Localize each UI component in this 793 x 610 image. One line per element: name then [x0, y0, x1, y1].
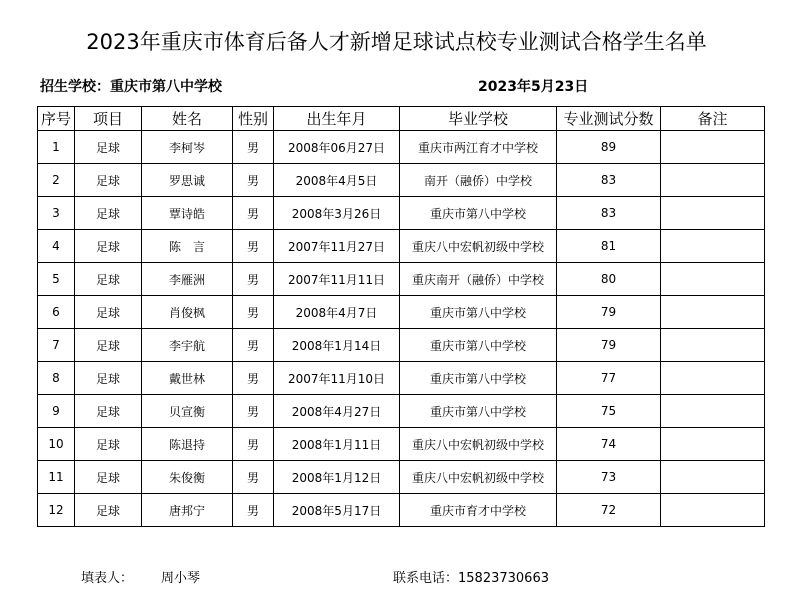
row-note	[661, 428, 765, 461]
table-row	[38, 461, 765, 494]
row-sport: 足球	[75, 164, 142, 197]
header-name: 姓名	[142, 107, 233, 131]
row-no: 4	[38, 230, 75, 263]
row-score: 77	[557, 362, 661, 395]
table-row	[38, 494, 765, 527]
header-score: 专业测试分数	[557, 107, 661, 131]
row-school: 重庆市两江育才中学校	[400, 131, 557, 164]
row-name: 李宇航	[142, 329, 233, 362]
row-note	[661, 362, 765, 395]
row-name: 唐邦宁	[142, 494, 233, 527]
table-row	[38, 395, 765, 428]
table-row	[38, 230, 765, 263]
row-note	[661, 296, 765, 329]
student-table	[37, 106, 765, 527]
header-birth: 出生年月	[274, 107, 400, 131]
row-score: 79	[557, 296, 661, 329]
row-gender: 男	[233, 428, 274, 461]
row-sport: 足球	[75, 131, 142, 164]
row-gender: 男	[233, 197, 274, 230]
row-gender: 男	[233, 230, 274, 263]
row-sport: 足球	[75, 230, 142, 263]
row-sport: 足球	[75, 428, 142, 461]
row-sport: 足球	[75, 296, 142, 329]
row-score: 73	[557, 461, 661, 494]
row-gender: 男	[233, 296, 274, 329]
row-no: 9	[38, 395, 75, 428]
row-birth: 2008年06月27日	[274, 131, 400, 164]
row-note	[661, 329, 765, 362]
row-name: 贝宣衡	[142, 395, 233, 428]
row-birth: 2007年11月11日	[274, 263, 400, 296]
row-school: 重庆市第八中学校	[400, 296, 557, 329]
table-row	[38, 131, 765, 164]
row-birth: 2008年1月14日	[274, 329, 400, 362]
header-school: 毕业学校	[400, 107, 557, 131]
row-gender: 男	[233, 263, 274, 296]
row-sport: 足球	[75, 395, 142, 428]
row-gender: 男	[233, 494, 274, 527]
row-note	[661, 197, 765, 230]
row-no: 11	[38, 461, 75, 494]
row-no: 3	[38, 197, 75, 230]
row-no: 2	[38, 164, 75, 197]
row-score: 79	[557, 329, 661, 362]
row-note	[661, 461, 765, 494]
row-name: 肖俊枫	[142, 296, 233, 329]
row-note	[661, 395, 765, 428]
row-birth: 2008年5月17日	[274, 494, 400, 527]
row-gender: 男	[233, 461, 274, 494]
row-school: 重庆市第八中学校	[400, 329, 557, 362]
filler-label: 填表人：	[81, 571, 134, 586]
row-no: 5	[38, 263, 75, 296]
row-score: 83	[557, 197, 661, 230]
row-school: 重庆南开（融侨）中学校	[400, 263, 557, 296]
row-sport: 足球	[75, 263, 142, 296]
row-name: 李柯岑	[142, 131, 233, 164]
contact-phone: 联系电话：15823730663	[393, 571, 549, 586]
row-birth: 2007年11月27日	[274, 230, 400, 263]
row-gender: 男	[233, 131, 274, 164]
row-school: 重庆市第八中学校	[400, 362, 557, 395]
row-name: 李雁洲	[142, 263, 233, 296]
row-name: 陈退持	[142, 428, 233, 461]
row-name: 朱俊衡	[142, 461, 233, 494]
row-name: 陈 言	[142, 230, 233, 263]
document-title: 2023年重庆市体育后备人才新增足球试点校专业测试合格学生名单	[86, 30, 707, 54]
table-header-row	[38, 107, 765, 131]
row-note	[661, 263, 765, 296]
school-label: 招生学校：重庆市第八中学校	[40, 79, 222, 95]
row-score: 83	[557, 164, 661, 197]
row-note	[661, 494, 765, 527]
table-row	[38, 197, 765, 230]
row-birth: 2007年11月10日	[274, 362, 400, 395]
table-row	[38, 362, 765, 395]
row-sport: 足球	[75, 197, 142, 230]
row-name: 罗思诚	[142, 164, 233, 197]
row-birth: 2008年1月11日	[274, 428, 400, 461]
row-birth: 2008年4月27日	[274, 395, 400, 428]
row-score: 72	[557, 494, 661, 527]
row-score: 80	[557, 263, 661, 296]
document-date: 2023年5月23日	[478, 79, 589, 95]
header-no: 序号	[38, 107, 75, 131]
table-row	[38, 428, 765, 461]
row-sport: 足球	[75, 494, 142, 527]
row-no: 10	[38, 428, 75, 461]
row-note	[661, 164, 765, 197]
row-school: 重庆市第八中学校	[400, 197, 557, 230]
row-score: 81	[557, 230, 661, 263]
row-sport: 足球	[75, 329, 142, 362]
row-sport: 足球	[75, 362, 142, 395]
row-name: 覃诗皓	[142, 197, 233, 230]
header-note: 备注	[661, 107, 765, 131]
header-gender: 性别	[233, 107, 274, 131]
row-note	[661, 131, 765, 164]
row-score: 75	[557, 395, 661, 428]
header-sport: 项目	[75, 107, 142, 131]
row-name: 戴世林	[142, 362, 233, 395]
table-row	[38, 329, 765, 362]
row-school: 重庆市育才中学校	[400, 494, 557, 527]
row-score: 74	[557, 428, 661, 461]
row-birth: 2008年4月7日	[274, 296, 400, 329]
row-birth: 2008年1月12日	[274, 461, 400, 494]
row-gender: 男	[233, 362, 274, 395]
table-row	[38, 164, 765, 197]
row-school: 南开（融侨）中学校	[400, 164, 557, 197]
row-no: 12	[38, 494, 75, 527]
row-gender: 男	[233, 395, 274, 428]
row-birth: 2008年4月5日	[274, 164, 400, 197]
row-school: 重庆市第八中学校	[400, 395, 557, 428]
filler-name: 周小琴	[161, 571, 201, 586]
table-row	[38, 296, 765, 329]
row-school: 重庆八中宏帆初级中学校	[400, 230, 557, 263]
row-gender: 男	[233, 329, 274, 362]
row-no: 6	[38, 296, 75, 329]
row-sport: 足球	[75, 461, 142, 494]
row-no: 1	[38, 131, 75, 164]
row-school: 重庆八中宏帆初级中学校	[400, 461, 557, 494]
row-gender: 男	[233, 164, 274, 197]
row-no: 7	[38, 329, 75, 362]
row-school: 重庆八中宏帆初级中学校	[400, 428, 557, 461]
row-no: 8	[38, 362, 75, 395]
row-score: 89	[557, 131, 661, 164]
table-row	[38, 263, 765, 296]
row-note	[661, 230, 765, 263]
row-birth: 2008年3月26日	[274, 197, 400, 230]
